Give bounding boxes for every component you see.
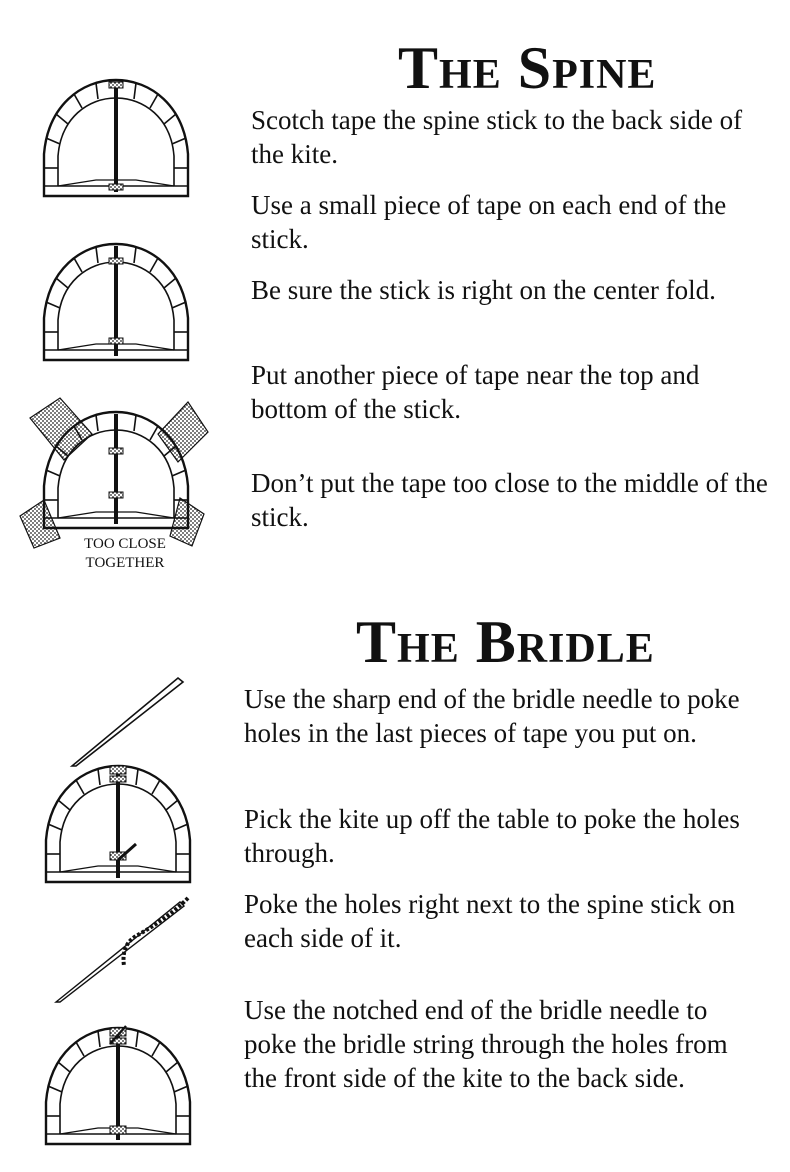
kite-diagram-icon <box>36 76 196 198</box>
kite-diagram-icon <box>38 762 198 884</box>
spine-paragraph-3: Be sure the stick is right on the center fold. <box>251 275 716 305</box>
bridle-paragraph-1: Use the sharp end of the bridle needle to poke holes in the last pieces of tape you put on. <box>244 684 740 748</box>
bridle-paragraph-4: Use the notched end of the bridle needle to poke the bridle string through the holes from the front side of the kite to the back side. <box>244 995 728 1093</box>
bridle-paragraph-3: Poke the holes right next to the spine stick on each side of it. <box>244 889 736 953</box>
bridle-paragraph-2: Pick the kite up off the table to poke the holes through. <box>244 804 740 868</box>
bridle-title: The Bridle <box>356 609 655 675</box>
spine-paragraph-1: Scotch tape the spine stick to the back side of the kite. <box>251 105 743 169</box>
spine-title: The Spine <box>398 35 657 101</box>
kite-diagram-icon <box>38 1024 198 1146</box>
spine-paragraph-4: Put another piece of tape near the top and bottom of the stick. <box>251 360 700 424</box>
figure-caption: TOO CLOSE TOGETHER <box>84 536 166 571</box>
needle-icon <box>70 676 185 768</box>
kite-diagram-icon <box>20 398 210 558</box>
kite-diagram-icon <box>36 240 196 362</box>
spine-paragraph-5: Don’t put the tape too close to the middle of the stick. <box>251 468 768 532</box>
bridle-string-icon <box>54 896 192 1004</box>
spine-paragraph-2: Use a small piece of tape on each end of the stick. <box>251 190 727 254</box>
